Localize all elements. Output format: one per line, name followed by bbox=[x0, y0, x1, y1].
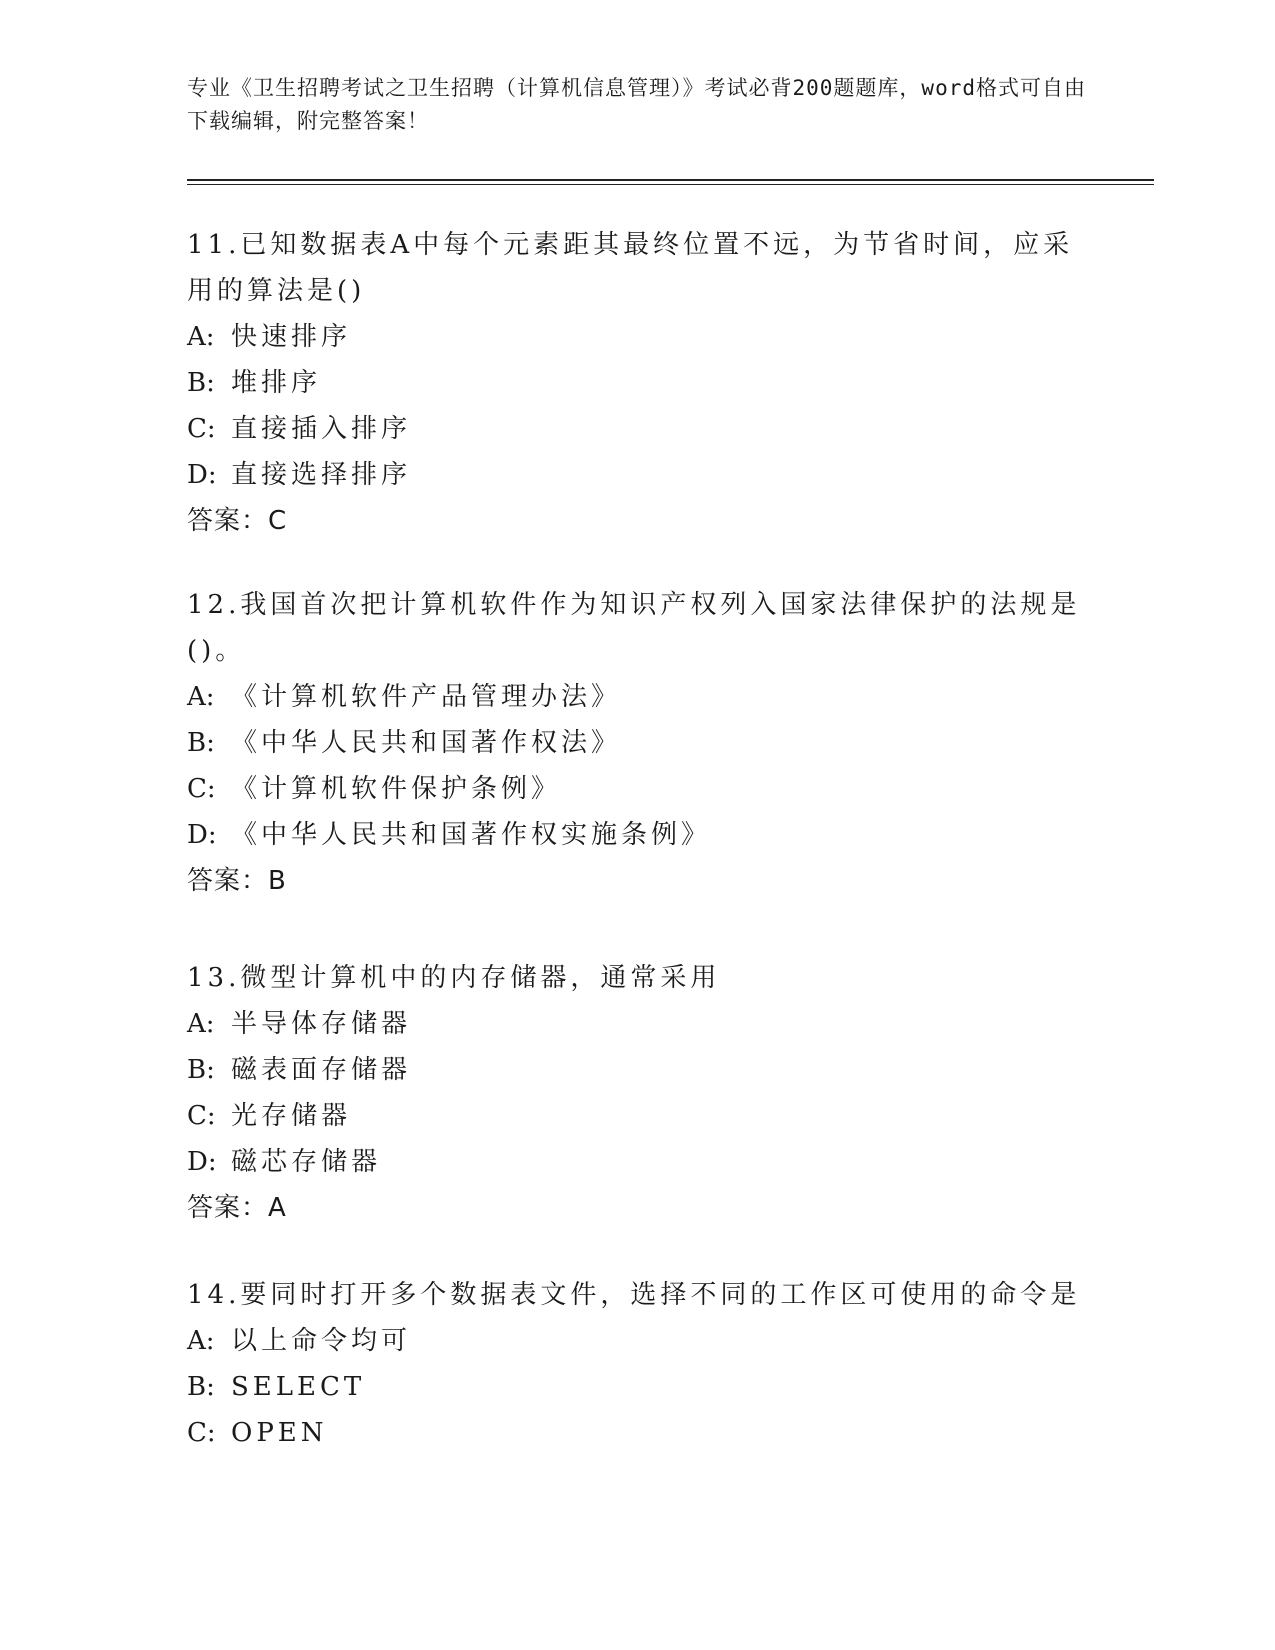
question-14 bbox=[187, 1272, 1087, 1456]
option-key: A: bbox=[187, 682, 215, 712]
option-b bbox=[187, 720, 1087, 766]
option-b bbox=[187, 360, 1087, 406]
option-key: A: bbox=[187, 1326, 215, 1356]
header-divider bbox=[187, 179, 1154, 181]
question-13 bbox=[187, 955, 1087, 1231]
option-text: 直接插入排序 bbox=[231, 414, 412, 444]
option-b bbox=[187, 1047, 1087, 1093]
question-12 bbox=[187, 582, 1087, 904]
option-d bbox=[187, 812, 1087, 858]
option-d bbox=[187, 1139, 1087, 1185]
option-key: D: bbox=[187, 820, 217, 850]
question-stem: 14.要同时打开多个数据表文件，选择不同的工作区可使用的命令是 bbox=[187, 1280, 1081, 1310]
option-key: C: bbox=[187, 1101, 216, 1131]
option-text: 快速排序 bbox=[231, 322, 352, 352]
answer-value: B bbox=[268, 866, 287, 896]
header-divider-thin bbox=[187, 184, 1154, 185]
answer-prefix: 答案： bbox=[187, 866, 269, 896]
option-text: 磁表面存储器 bbox=[231, 1055, 412, 1085]
option-text: OPEN bbox=[231, 1418, 328, 1448]
option-d bbox=[187, 452, 1087, 498]
option-key: B: bbox=[187, 1055, 215, 1085]
answer-value: C bbox=[268, 506, 288, 536]
option-text: 半导体存储器 bbox=[231, 1009, 412, 1039]
option-text: 《计算机软件保护条例》 bbox=[231, 774, 562, 804]
option-text: 堆排序 bbox=[231, 368, 322, 398]
answer-prefix: 答案： bbox=[187, 1193, 269, 1223]
option-c bbox=[187, 406, 1087, 452]
answer-line bbox=[187, 498, 1087, 544]
option-text: SELECT bbox=[231, 1372, 366, 1402]
option-key: B: bbox=[187, 1372, 215, 1402]
question-stem: 12.我国首次把计算机软件作为知识产权列入国家法律保护的法规是()。 bbox=[187, 590, 1081, 666]
option-key: C: bbox=[187, 774, 216, 804]
option-text: 以上命令均可 bbox=[231, 1326, 412, 1356]
answer-line bbox=[187, 1185, 1087, 1231]
question-stem: 11.已知数据表A中每个元素距其最终位置不远，为节省时间，应采用的算法是() bbox=[187, 230, 1074, 306]
answer-value: A bbox=[268, 1193, 287, 1223]
question-11 bbox=[187, 222, 1087, 544]
option-key: A: bbox=[187, 1009, 215, 1039]
option-key: C: bbox=[187, 414, 216, 444]
option-c bbox=[187, 1093, 1087, 1139]
option-a bbox=[187, 674, 1087, 720]
option-text: 直接选择排序 bbox=[231, 460, 412, 490]
option-key: D: bbox=[187, 1147, 217, 1177]
option-key: B: bbox=[187, 368, 215, 398]
option-key: A: bbox=[187, 322, 215, 352]
option-c bbox=[187, 766, 1087, 812]
option-b bbox=[187, 1364, 1087, 1410]
option-key: C: bbox=[187, 1418, 216, 1448]
option-text: 磁芯存储器 bbox=[231, 1147, 382, 1177]
answer-prefix: 答案： bbox=[187, 506, 269, 536]
option-a bbox=[187, 314, 1087, 360]
document-header: 专业《卫生招聘考试之卫生招聘（计算机信息管理）》考试必背200题题库，word格式可自由下载编辑，附完整答案！ bbox=[187, 76, 1086, 133]
option-key: D: bbox=[187, 460, 217, 490]
option-text: 《中华人民共和国著作权实施条例》 bbox=[231, 820, 712, 850]
option-text: 《中华人民共和国著作权法》 bbox=[231, 728, 622, 758]
option-a bbox=[187, 1001, 1087, 1047]
option-a bbox=[187, 1318, 1087, 1364]
option-key: B: bbox=[187, 728, 215, 758]
question-stem: 13.微型计算机中的内存储器，通常采用 bbox=[187, 963, 721, 993]
option-text: 光存储器 bbox=[231, 1101, 352, 1131]
option-text: 《计算机软件产品管理办法》 bbox=[231, 682, 622, 712]
answer-line bbox=[187, 858, 1087, 904]
option-c bbox=[187, 1410, 1087, 1456]
